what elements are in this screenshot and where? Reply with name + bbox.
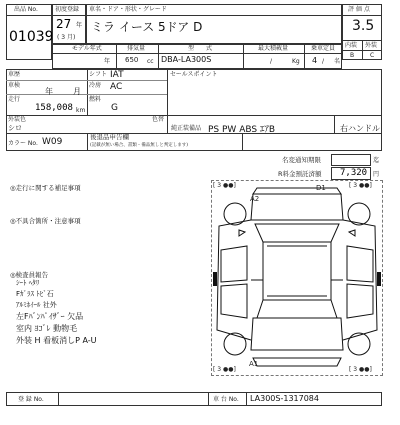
type-label: 型 式 bbox=[188, 45, 213, 52]
color-no-label: カラー No. bbox=[8, 140, 38, 147]
name-change-label: 名変通知期限 bbox=[282, 156, 321, 164]
model-year-unit: 年 bbox=[104, 58, 111, 65]
car-name-label: 車名・ドア・形状・グレード bbox=[89, 6, 167, 13]
fuel-label: 燃料 bbox=[89, 96, 102, 103]
damage-mark-d1: D1 bbox=[316, 184, 326, 192]
mileage-value: 158,008 bbox=[35, 103, 73, 113]
defects-heading: ◎不具合箇所・注意事項 bbox=[10, 217, 81, 225]
first-reg-year-unit: 年 bbox=[76, 22, 83, 29]
inspector-note: ｼｰﾄ ﾍﾀﾘ bbox=[16, 279, 40, 287]
capacity-slash: / bbox=[322, 58, 325, 65]
damage-mark-a1: A1 bbox=[249, 360, 259, 368]
inspector-note: ｱﾙﾐﾎｲｰﾙ 社外 bbox=[16, 301, 57, 309]
yen-unit: 円 bbox=[373, 171, 380, 178]
lot-label: 出品 No. bbox=[14, 6, 38, 13]
kg-unit: Kg bbox=[292, 58, 300, 65]
chassis-label: 車 台 No. bbox=[213, 396, 239, 403]
interior-grade: B bbox=[350, 52, 355, 59]
class-label: 車歴 bbox=[8, 71, 21, 78]
inspector-note: Fｶﾞﾗｽ ﾄﾋﾞ石 bbox=[16, 290, 54, 298]
driving-notes-heading: ◎走行に関する補足事項 bbox=[10, 184, 81, 192]
footer-bar bbox=[6, 392, 382, 406]
doc-label: 後退品申告欄 bbox=[90, 133, 129, 141]
inspection-month-unit: 月 bbox=[73, 87, 81, 96]
name-change-box bbox=[331, 154, 371, 166]
lot-number: 01039 bbox=[9, 29, 54, 45]
doc-note: (記載が無い場合、書類・備品無しと判定します) bbox=[90, 143, 189, 148]
diagram-tag-bottom-right: [ 3 ●●] bbox=[349, 366, 372, 373]
mileage-label: 走行 bbox=[8, 96, 21, 103]
inspector-heading: ◎検査員報告 bbox=[10, 271, 49, 279]
inspector-note: 室内 ﾖｺﾞﾚ 動物毛 bbox=[16, 324, 78, 333]
recycle-amount: 7,320 bbox=[340, 168, 368, 178]
exterior-label: 外装 bbox=[365, 42, 378, 49]
displacement-value: 650 bbox=[125, 56, 139, 64]
first-reg-month: ( 3 月) bbox=[57, 34, 76, 41]
first-reg-year: 27 bbox=[56, 17, 72, 31]
equipment-label: 純正装備品 bbox=[171, 125, 202, 132]
inspector-note: 外装 H 看板消しP A-U bbox=[16, 336, 97, 345]
shift-label: シフト bbox=[89, 71, 108, 78]
shift-value: IAT bbox=[110, 70, 124, 80]
car-diagram-drawing bbox=[211, 180, 383, 376]
name-change-unit: 迄 bbox=[373, 157, 380, 164]
max-load-slash: / bbox=[270, 58, 273, 65]
model-code: DBA-LA300S bbox=[161, 55, 212, 64]
registration-label: 登 録 No. bbox=[18, 396, 44, 403]
first-reg-label: 初度登録 bbox=[55, 6, 80, 13]
damage-mark-a2: A2 bbox=[250, 195, 260, 203]
diagram-tag-top-right: [ 3 ●●] bbox=[349, 182, 372, 189]
diagram-tag-top-left: [ 3 ●●] bbox=[213, 182, 236, 189]
car-name: ミラ イース 5ドア D bbox=[91, 20, 203, 34]
person-unit: 名 bbox=[334, 58, 341, 65]
handle-value: 右ハンドル bbox=[340, 124, 380, 133]
recycle-label: R料金預託済額 bbox=[278, 170, 322, 178]
exterior-color-label: 外装色 bbox=[8, 116, 27, 123]
inspection-label: 車検 bbox=[8, 82, 21, 89]
equipment-value: PS PW ABS ｴｱB bbox=[208, 125, 276, 135]
ac-value: AC bbox=[110, 82, 123, 92]
score-value: 3.5 bbox=[352, 18, 375, 34]
color-no-value: W09 bbox=[42, 137, 63, 147]
model-year-label: モデル年式 bbox=[72, 45, 102, 52]
interior-label: 内装 bbox=[345, 42, 358, 49]
ac-label: 冷房 bbox=[89, 82, 102, 89]
selling-points-label: セールスポイント bbox=[170, 71, 218, 78]
inspection-year-unit: 年 bbox=[45, 87, 53, 96]
diagram-tag-bottom-left: [ 3 ●●] bbox=[213, 366, 236, 373]
fuel-value: G bbox=[111, 103, 118, 113]
chassis-number: LA300S-1317084 bbox=[250, 394, 319, 403]
cc-unit: cc bbox=[147, 58, 154, 65]
exterior-color-value: シロ bbox=[8, 124, 22, 132]
capacity-label: 乗車定員 bbox=[311, 45, 336, 52]
color-change-label: 色替 bbox=[152, 116, 165, 123]
displacement-label: 排気量 bbox=[127, 45, 146, 52]
max-load-label: 最大積載量 bbox=[258, 45, 289, 52]
capacity-value: 4 bbox=[312, 56, 318, 65]
km-unit: km bbox=[76, 107, 86, 114]
inspector-note: 左Fﾊﾞﾝﾊﾟｲｻﾞｰ 欠品 bbox=[16, 312, 84, 321]
exterior-grade: C bbox=[370, 52, 375, 59]
score-label: 評 価 点 bbox=[348, 6, 370, 13]
